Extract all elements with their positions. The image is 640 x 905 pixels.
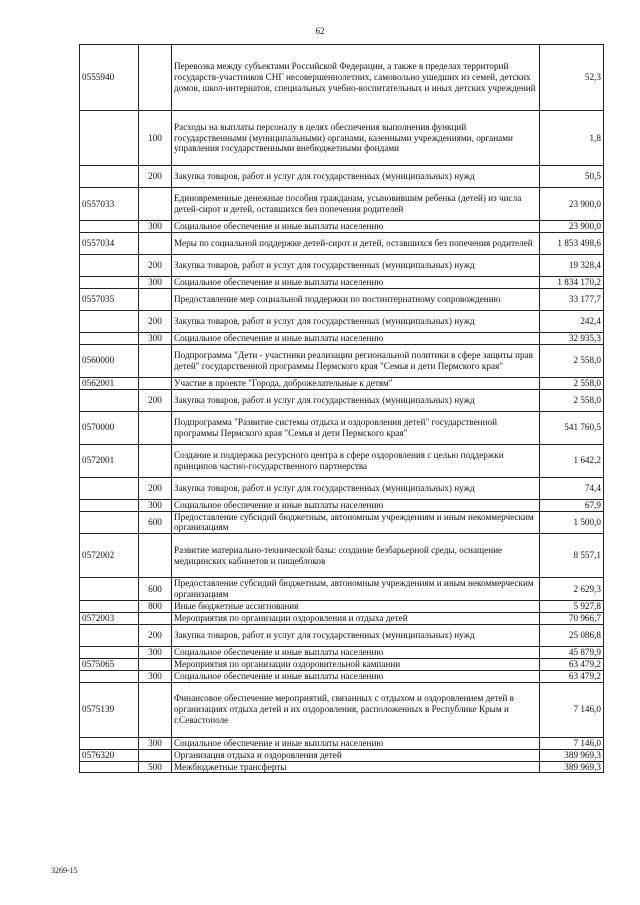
target-article-code (80, 221, 139, 233)
table-row (80, 377, 604, 389)
item-name: Создание и поддержка ресурсного центра в сфере оздоровления с целью поддержки принципов частно-государственного партнерства (172, 444, 540, 477)
target-article-code (80, 737, 139, 749)
item-name: Меры по социальной поддержке детей-сирот и детей, оставшихся без попечения родителей (172, 232, 540, 254)
target-article-code (80, 389, 139, 411)
expense-type-code: 200 (139, 477, 172, 499)
target-article-code (80, 761, 139, 773)
target-article-code (80, 254, 139, 276)
item-name: Перевозка между субъектами Российской Федерации, а также в пределах территорий государств-участников СНГ несовершеннолетних, самовольно ушедших из семей, детских домов, школ-интернатов, специальных учебно-воспитательных и иных детских учреждений (172, 45, 540, 111)
expense-type-code (139, 45, 172, 111)
table-row (80, 624, 604, 646)
item-name: Участие в проекте "Города, доброжелательные к детям" (172, 377, 540, 389)
item-name: Иные бюджетные ассигнования (172, 601, 540, 613)
item-name: Межбюджетные трансферты (172, 761, 540, 773)
expense-type-code: 300 (139, 737, 172, 749)
expense-type-code: 300 (139, 646, 172, 658)
target-article-code: 0575065 (80, 658, 139, 670)
item-amount: 1 500,0 (540, 511, 604, 534)
table-row (80, 332, 604, 344)
table-row (80, 761, 604, 773)
item-amount: 63 479,2 (540, 670, 604, 682)
item-name: Расходы на выплаты персоналу в целях обеспечения выполнения функций государственными (муниципальными) органами, казенными учреждениями, органами управления государственными внебюджетными фондами (172, 111, 540, 166)
page-number: 62 (315, 26, 325, 36)
item-name: Социальное обеспечение и иные выплаты населению (172, 499, 540, 511)
target-article-code (80, 499, 139, 511)
table-row (80, 499, 604, 511)
target-article-code: 0557033 (80, 188, 139, 221)
document-code: 3269-15 (51, 866, 78, 875)
item-amount: 45 879,9 (540, 646, 604, 658)
expense-type-code: 200 (139, 310, 172, 332)
item-amount: 242,4 (540, 310, 604, 332)
table-row (80, 111, 604, 166)
table-row (80, 344, 604, 377)
target-article-code (80, 578, 139, 601)
table-row (80, 477, 604, 499)
target-article-code: 0560000 (80, 344, 139, 377)
target-article-code (80, 276, 139, 288)
item-amount: 2 558,0 (540, 389, 604, 411)
target-article-code (80, 511, 139, 534)
item-amount: 8 557,1 (540, 534, 604, 578)
item-amount: 541 760,5 (540, 411, 604, 444)
item-name: Закупка товаров, работ и услуг для государственных (муниципальных) нужд (172, 477, 540, 499)
target-article-code (80, 646, 139, 658)
item-amount: 2 558,0 (540, 344, 604, 377)
expense-type-code: 300 (139, 221, 172, 233)
target-article-code: 0576320 (80, 749, 139, 761)
item-amount: 7 146,0 (540, 737, 604, 749)
item-amount: 33 177,7 (540, 288, 604, 310)
item-name: Закупка товаров, работ и услуг для государственных (муниципальных) нужд (172, 389, 540, 411)
table-row (80, 389, 604, 411)
target-article-code: 0555940 (80, 45, 139, 111)
item-amount: 70 966,7 (540, 613, 604, 625)
item-name: Предоставление мер социальной поддержки по постинтернатному сопровождению (172, 288, 540, 310)
expense-type-code: 300 (139, 276, 172, 288)
table-row (80, 578, 604, 601)
expense-type-code: 300 (139, 670, 172, 682)
item-amount: 74,4 (540, 477, 604, 499)
item-amount: 50,5 (540, 166, 604, 188)
item-amount: 1 853 498,6 (540, 232, 604, 254)
target-article-code: 0572003 (80, 613, 139, 625)
item-amount: 2 629,3 (540, 578, 604, 601)
target-article-code (80, 601, 139, 613)
expense-type-code (139, 377, 172, 389)
target-article-code: 0557034 (80, 232, 139, 254)
table-row (80, 276, 604, 288)
table-row (80, 254, 604, 276)
item-amount: 52,3 (540, 45, 604, 111)
table-row (80, 613, 604, 625)
table-row (80, 45, 604, 111)
table-row (80, 310, 604, 332)
expense-type-code (139, 232, 172, 254)
item-amount: 67,9 (540, 499, 604, 511)
table-row (80, 444, 604, 477)
table-row (80, 221, 604, 233)
item-name: Социальное обеспечение и иные выплаты населению (172, 332, 540, 344)
target-article-code: 0557035 (80, 288, 139, 310)
table-row (80, 188, 604, 221)
table-row (80, 646, 604, 658)
table-row (80, 511, 604, 534)
item-amount: 1,8 (540, 111, 604, 166)
table-row (80, 534, 604, 578)
target-article-code: 0575139 (80, 682, 139, 737)
expense-type-code (139, 534, 172, 578)
table-row (80, 682, 604, 737)
item-amount: 7 146,0 (540, 682, 604, 737)
item-name: Социальное обеспечение и иные выплаты населению (172, 670, 540, 682)
table-row (80, 166, 604, 188)
budget-table (79, 44, 604, 773)
target-article-code (80, 332, 139, 344)
expense-type-code: 600 (139, 578, 172, 601)
item-name: Социальное обеспечение и иные выплаты населению (172, 221, 540, 233)
item-name: Подпрограмма "Дети - участники реализации региональной политики в сфере защиты прав детей" государственной программы Пермского края "Семья и дети Пермского края" (172, 344, 540, 377)
item-name: Закупка товаров, работ и услуг для государственных (муниципальных) нужд (172, 310, 540, 332)
expense-type-code (139, 682, 172, 737)
target-article-code: 0572002 (80, 534, 139, 578)
expense-type-code (139, 613, 172, 625)
expense-type-code: 200 (139, 389, 172, 411)
item-name: Закупка товаров, работ и услуг для государственных (муниципальных) нужд (172, 254, 540, 276)
expense-type-code (139, 188, 172, 221)
target-article-code (80, 477, 139, 499)
table-row (80, 411, 604, 444)
item-name: Закупка товаров, работ и услуг для государственных (муниципальных) нужд (172, 624, 540, 646)
item-amount: 389 969,3 (540, 761, 604, 773)
item-name: Организация отдыха и оздоровления детей (172, 749, 540, 761)
target-article-code (80, 624, 139, 646)
item-amount: 19 328,4 (540, 254, 604, 276)
item-amount: 1 834 170,2 (540, 276, 604, 288)
target-article-code (80, 310, 139, 332)
expense-type-code: 100 (139, 111, 172, 166)
item-amount: 389 969,3 (540, 749, 604, 761)
item-name: Предоставление субсидий бюджетным, автономным учреждениям и иным некоммерческим организациям (172, 511, 540, 534)
item-amount: 23 900,0 (540, 221, 604, 233)
item-name: Социальное обеспечение и иные выплаты населению (172, 646, 540, 658)
expense-type-code: 200 (139, 624, 172, 646)
table-row (80, 232, 604, 254)
expense-type-code: 500 (139, 761, 172, 773)
expense-type-code: 200 (139, 166, 172, 188)
expense-type-code (139, 344, 172, 377)
item-amount: 32 935,3 (540, 332, 604, 344)
target-article-code: 0570000 (80, 411, 139, 444)
expense-type-code (139, 411, 172, 444)
item-name: Единовременные денежные пособия гражданам, усыновившим ребенка (детей) из числа детей-сирот и детей, оставшихся без попечения родителей (172, 188, 540, 221)
table-row (80, 601, 604, 613)
expense-type-code: 200 (139, 254, 172, 276)
expense-type-code (139, 658, 172, 670)
target-article-code (80, 166, 139, 188)
expense-type-code (139, 749, 172, 761)
item-amount: 1 642,2 (540, 444, 604, 477)
table-row (80, 658, 604, 670)
target-article-code: 0562001 (80, 377, 139, 389)
item-name: Социальное обеспечение и иные выплаты населению (172, 737, 540, 749)
item-amount: 25 086,8 (540, 624, 604, 646)
item-amount: 2 558,0 (540, 377, 604, 389)
item-name: Социальное обеспечение и иные выплаты населению (172, 276, 540, 288)
item-amount: 5 927,8 (540, 601, 604, 613)
expense-type-code: 800 (139, 601, 172, 613)
expense-type-code (139, 444, 172, 477)
table-row (80, 288, 604, 310)
item-amount: 23 900,0 (540, 188, 604, 221)
expense-type-code: 300 (139, 499, 172, 511)
table-row (80, 737, 604, 749)
item-amount: 63 479,2 (540, 658, 604, 670)
target-article-code (80, 670, 139, 682)
target-article-code: 0572001 (80, 444, 139, 477)
item-name: Подпрограмма "Развитие системы отдыха и оздоровления детей" государственной программы Пермского края "Семья и дети Пермского края" (172, 411, 540, 444)
item-name: Мероприятия по организации оздоровительной кампании (172, 658, 540, 670)
item-name: Развитие материально-технической базы: создание безбарьерной среды, оснащение медицинских кабинетов и пищеблоков (172, 534, 540, 578)
expense-type-code: 600 (139, 511, 172, 534)
target-article-code (80, 111, 139, 166)
item-name: Мероприятия по организации оздоровления и отдыха детей (172, 613, 540, 625)
expense-type-code (139, 288, 172, 310)
expense-type-code: 300 (139, 332, 172, 344)
table-row (80, 749, 604, 761)
item-name: Закупка товаров, работ и услуг для государственных (муниципальных) нужд (172, 166, 540, 188)
item-name: Предоставление субсидий бюджетным, автономным учреждениям и иным некоммерческим организациям (172, 578, 540, 601)
item-name: Финансовое обеспечение мероприятий, связанных с отдыхом и оздоровлением детей в организациях отдыха детей и их оздоровления, расположенных в Республике Крым и г.Севастополе (172, 682, 540, 737)
table-row (80, 670, 604, 682)
